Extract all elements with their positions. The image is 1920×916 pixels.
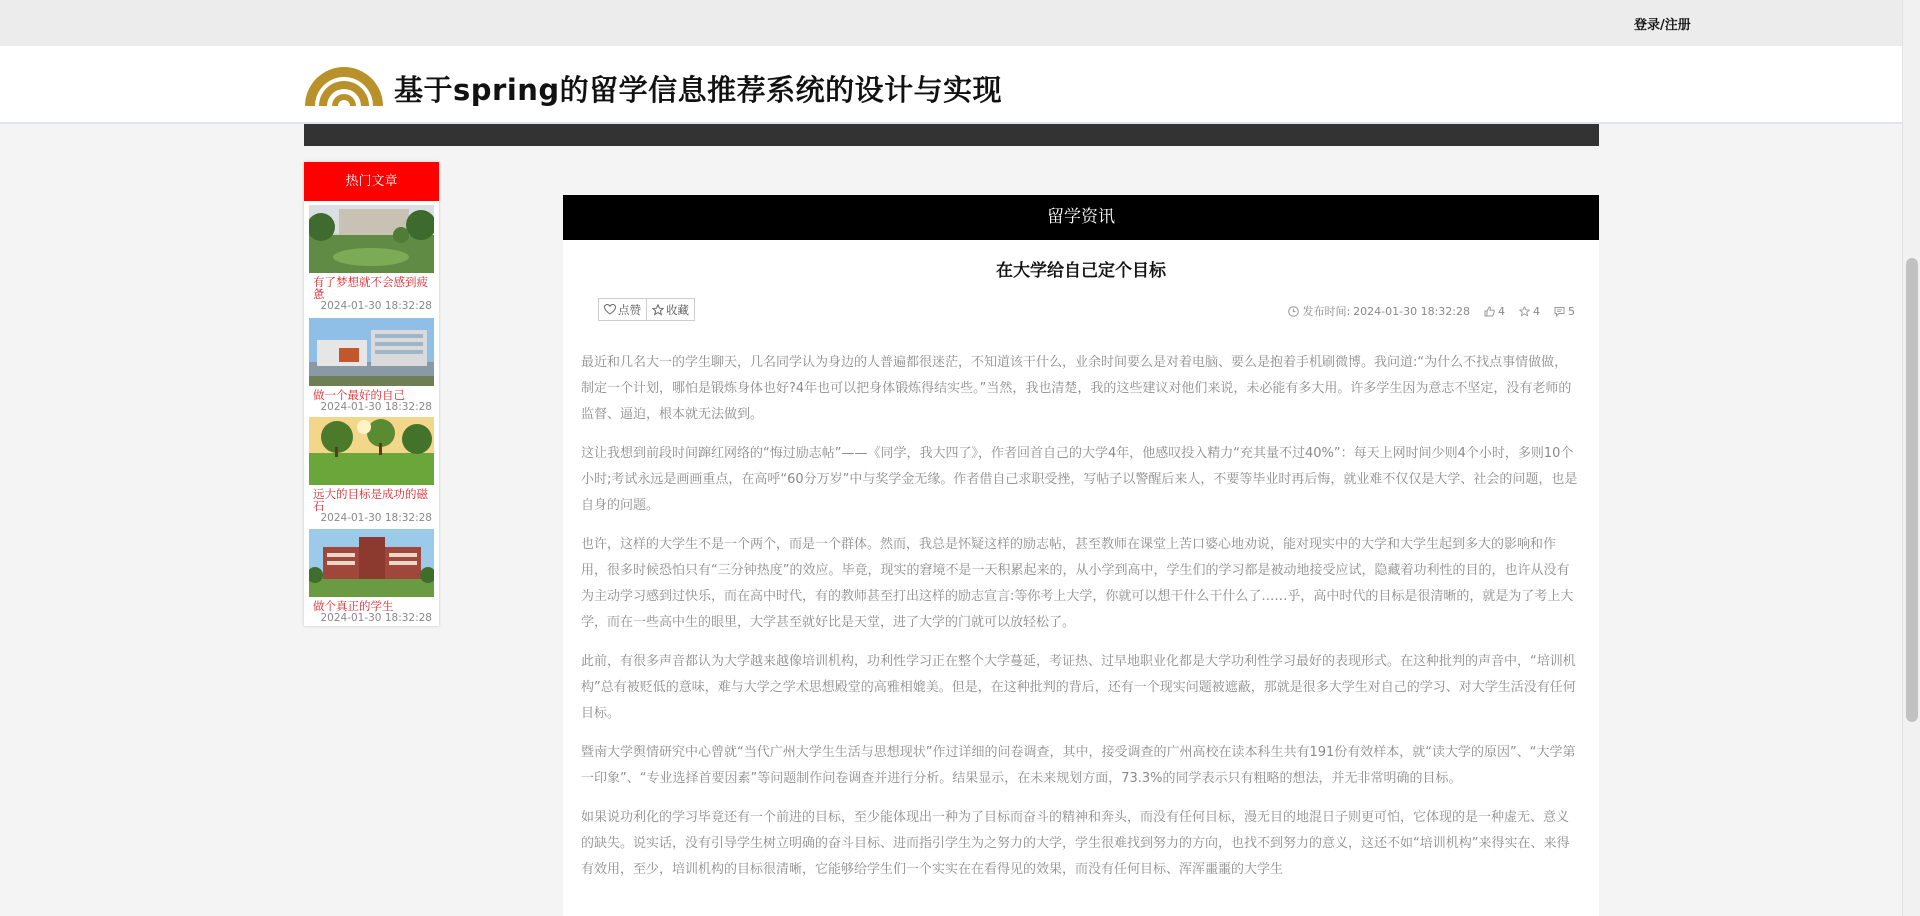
- hot-article-thumbnail[interactable]: [309, 318, 434, 386]
- article-meta: [1288, 303, 1575, 319]
- hot-articles-panel: [304, 162, 439, 626]
- thumbs-up-icon: [1484, 306, 1495, 317]
- favorite-label: 收藏: [666, 304, 689, 317]
- article-paragraph: 也许，这样的大学生不是一个两个，而是一个群体。然而，我总是怀疑这样的励志帖，甚至教师在课堂上苦口婆心地劝说，能对现实中的大学和大学生起到多大的影响和作用，很多时候恐怕只有“三分钟热度”的效应。毕竟，现实的窘境不是一天积累起来的，从小学到高中，学生们的学习都是被动地接受应试，隐藏着功利性的目的，也许从没有为主动学习感到过快乐，而在高中时代，有的教师甚至打出这样的励志宣言:等你考上大学，你就可以想干什么干什么了……乎，高中时代的目标是很清晰的，就是为了考上大学，而在一些高中生的眼里，大学甚至就好比是天堂，进了大学的门就可以放轻松了。: [581, 537, 1574, 630]
- scrollbar-thumb[interactable]: [1906, 258, 1918, 722]
- favorite-button[interactable]: [647, 298, 695, 321]
- article-paragraph: 暨南大学舆情研究中心曾就“当代广州大学生生活与思想现状”作过详细的问卷调查，其中，接受调查的广州高校在读本科生共有191份有效样本，就“读大学的原因”、“大学第一印象”、“专业选择首要因素”等问题制作问卷调查并进行分析。结果显示，在未来规划方面，73.3%的同学表示只有粗略的想法，并无非常明确的目标。: [581, 745, 1576, 786]
- hot-article-title[interactable]: 做个真正的学生: [313, 599, 394, 613]
- like-count: [1484, 305, 1505, 318]
- hot-articles-title: 热门文章: [304, 162, 439, 201]
- hot-article-title[interactable]: 做一个最好的自己: [313, 388, 405, 402]
- comment-count: [1554, 305, 1575, 318]
- hot-article-date: 2024-01-30 18:32:28: [320, 401, 432, 413]
- article-content: [581, 350, 1579, 896]
- site-title: 基于spring的留学信息推荐系统的设计与实现: [394, 73, 1003, 107]
- publish-time-value: 2024-01-30 18:32:28: [1353, 304, 1470, 318]
- nav-bar: [304, 124, 1599, 146]
- hot-article-date: 2024-01-30 18:32:28: [320, 512, 432, 524]
- hot-article-item[interactable]: [309, 529, 434, 624]
- site-logo-icon[interactable]: [303, 60, 385, 106]
- comment-count-value: 5: [1568, 304, 1575, 318]
- login-register-link[interactable]: 登录/注册: [1634, 18, 1691, 33]
- star-icon: [652, 304, 664, 316]
- heart-icon: [604, 304, 616, 315]
- comment-icon: [1554, 306, 1565, 317]
- hot-article-thumbnail[interactable]: [309, 529, 434, 597]
- like-button[interactable]: [598, 298, 647, 321]
- hot-article-title[interactable]: 有了梦想就不会感到疲惫: [313, 275, 428, 301]
- page-scrollbar[interactable]: [1902, 0, 1920, 916]
- publish-time-label: 发布时间:: [1302, 305, 1351, 318]
- hot-article-item[interactable]: [309, 417, 434, 524]
- article-actions: [598, 298, 695, 321]
- hot-article-date: 2024-01-30 18:32:28: [320, 612, 432, 624]
- hot-article-item[interactable]: [309, 205, 434, 312]
- section-title: 留学资讯: [563, 195, 1599, 240]
- hot-article-date: 2024-01-30 18:32:28: [320, 300, 432, 312]
- like-count-value: 4: [1498, 304, 1505, 318]
- article-paragraph: 最近和几名大一的学生聊天，几名同学认为身边的人普遍都很迷茫，不知道该干什么，业余时间要么是对着电脑、要么是抱着手机刷微博。我问道:“为什么不找点事情做做，制定一个计划，哪怕是锻炼身体也好?4年也可以把身体锻炼得结实些。”当然，我也清楚，我的这些建议对他们来说，未必能有多大用。许多学生因为意志不坚定，没有老师的监督、逼迫，根本就无法做到。: [581, 355, 1572, 422]
- hot-article-thumbnail[interactable]: [309, 417, 434, 485]
- article-title: 在大学给自己定个目标: [996, 261, 1166, 281]
- favorite-count-value: 4: [1533, 304, 1540, 318]
- star-icon: [1519, 306, 1530, 317]
- article-paragraph: 如果说功利化的学习毕竟还有一个前进的目标，至少能体现出一种为了目标而奋斗的精神和奔头，而没有任何目标，漫无目的地混日子则更可怕，它体现的是一种虚无、意义的缺失。说实话，没有引导学生树立明确的奋斗目标、进而指引学生为之努力的大学，学生很难找到努力的方向，也找不到努力的意义，这还不如“培训机构”来得实在、来得有效用，至少，培训机构的目标很清晰，它能够给学生们一个实实在在看得见的效果，而没有任何目标、浑浑噩噩的大学生: [581, 810, 1570, 877]
- publish-time: [1288, 303, 1470, 319]
- article-detail: [563, 240, 1599, 916]
- clock-icon: [1288, 306, 1299, 317]
- like-label: 点赞: [618, 304, 641, 317]
- article-paragraph: 这让我想到前段时间蹿红网络的“悔过励志帖”——《同学，我大四了》，作者回首自己的大学4年，他感叹投入精力“充其量不过40%”：每天上网时间少则4个小时，多则10个小时;考试永远是画画重点，在高呼“60分万岁”中与奖学金无缘。作者借自己求职受挫，写帖子以警醒后来人，不要等毕业时再后悔，就业难不仅仅是大学、社会的问题，也是自身的问题。: [581, 446, 1578, 513]
- site-header: [0, 46, 1902, 124]
- article-paragraph: 此前，有很多声音都认为大学越来越像培训机构，功利性学习正在整个大学蔓延，考证热、过早地职业化都是大学功利性学习最好的表现形式。在这种批判的声音中，“培训机构”总有被贬低的意味，难与大学之学术思想殿堂的高雅相媲美。但是，在这种批判的背后，还有一个现实问题被遮蔽，那就是很多大学生对自己的学习、对大学生活没有任何目标。: [581, 654, 1576, 721]
- top-bar: [0, 0, 1902, 46]
- hot-article-item[interactable]: [309, 318, 434, 413]
- favorite-count: [1519, 305, 1540, 318]
- hot-article-thumbnail[interactable]: [309, 205, 434, 273]
- hot-article-title[interactable]: 远大的目标是成功的磁石: [313, 487, 428, 513]
